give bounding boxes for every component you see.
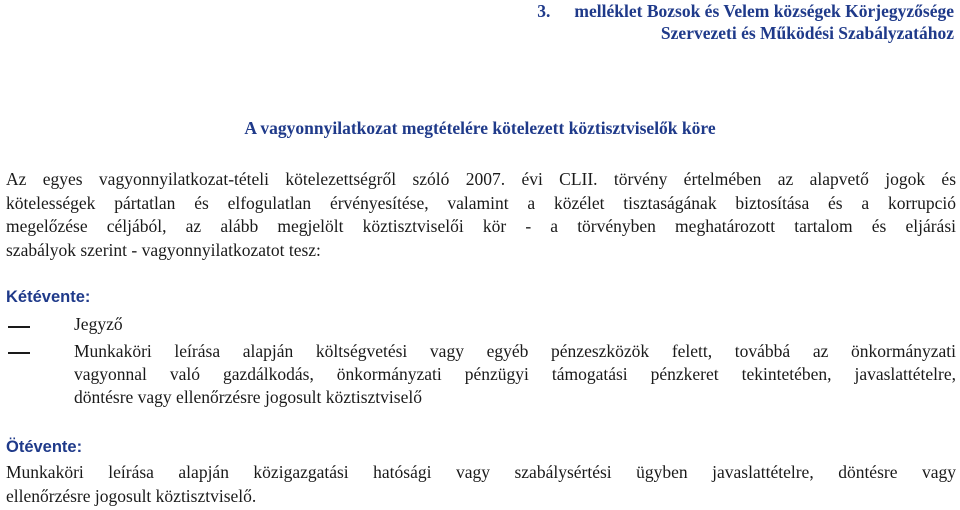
list-item-budget-officer: [74, 340, 956, 409]
paragraph-line: Munkaköri leírása alapján közigazgatási hatósági vagy szabálysértési ügyben javaslattételre, döntésre vagy: [6, 462, 956, 482]
list-item-jegyzo: [74, 313, 956, 336]
list-dash: [8, 326, 30, 328]
list-dash: [8, 352, 30, 354]
paragraph-line: ellenőrzésre jogosult köztisztviselő.: [6, 485, 257, 506]
intro-line: Az egyes vagyonnyilatkozat-tételi kötelezettségről szóló 2007. évi CLII. törvény értelmében az alapvető jogok és: [6, 169, 956, 189]
header-line-1: [537, 0, 954, 22]
list-item-line: döntésre vagy ellenőrzésre jogosult köztisztviselő: [74, 387, 422, 407]
intro-paragraph: [6, 168, 956, 262]
document-title: A vagyonnyilatkozat megtételére kötelezett köztisztviselők köre: [244, 118, 716, 138]
biennial-heading: Kétévente:: [6, 288, 91, 306]
five-yearly-paragraph: [6, 461, 956, 508]
list-item-line: vagyonnal való gazdálkodás, önkormányzati pénzügyi támogatási pénzkeret tekintetében, javaslattételre,: [74, 364, 956, 384]
intro-line: megelőzése céljából, az alább megjelölt köztisztviselői kör - a törvényben meghatározott tartalom és eljárási: [6, 216, 956, 236]
annex-title-line-1: melléklet Bozsok és Velem községek Körjegyzősége: [574, 1, 954, 21]
intro-line: szabályok szerint - vagyonnyilatkozatot tesz:: [6, 239, 321, 260]
annex-number: 3.: [537, 1, 551, 21]
list-item-line: Jegyző: [74, 314, 123, 334]
list-item-line: Munkaköri leírása alapján költségvetési vagy egyéb pénzeszközök felett, továbbá az önkormányzati: [74, 341, 956, 361]
five-yearly-heading: Ötévente:: [6, 438, 83, 456]
annex-title-line-2: Szervezeti és Működési Szabályzatához: [660, 23, 954, 43]
annex-header: [537, 0, 954, 44]
intro-line: kötelességek pártatlan és elfogulatlan érvényesítése, valamint a közélet tisztaságának biztosítása és a korrupció: [6, 192, 956, 213]
